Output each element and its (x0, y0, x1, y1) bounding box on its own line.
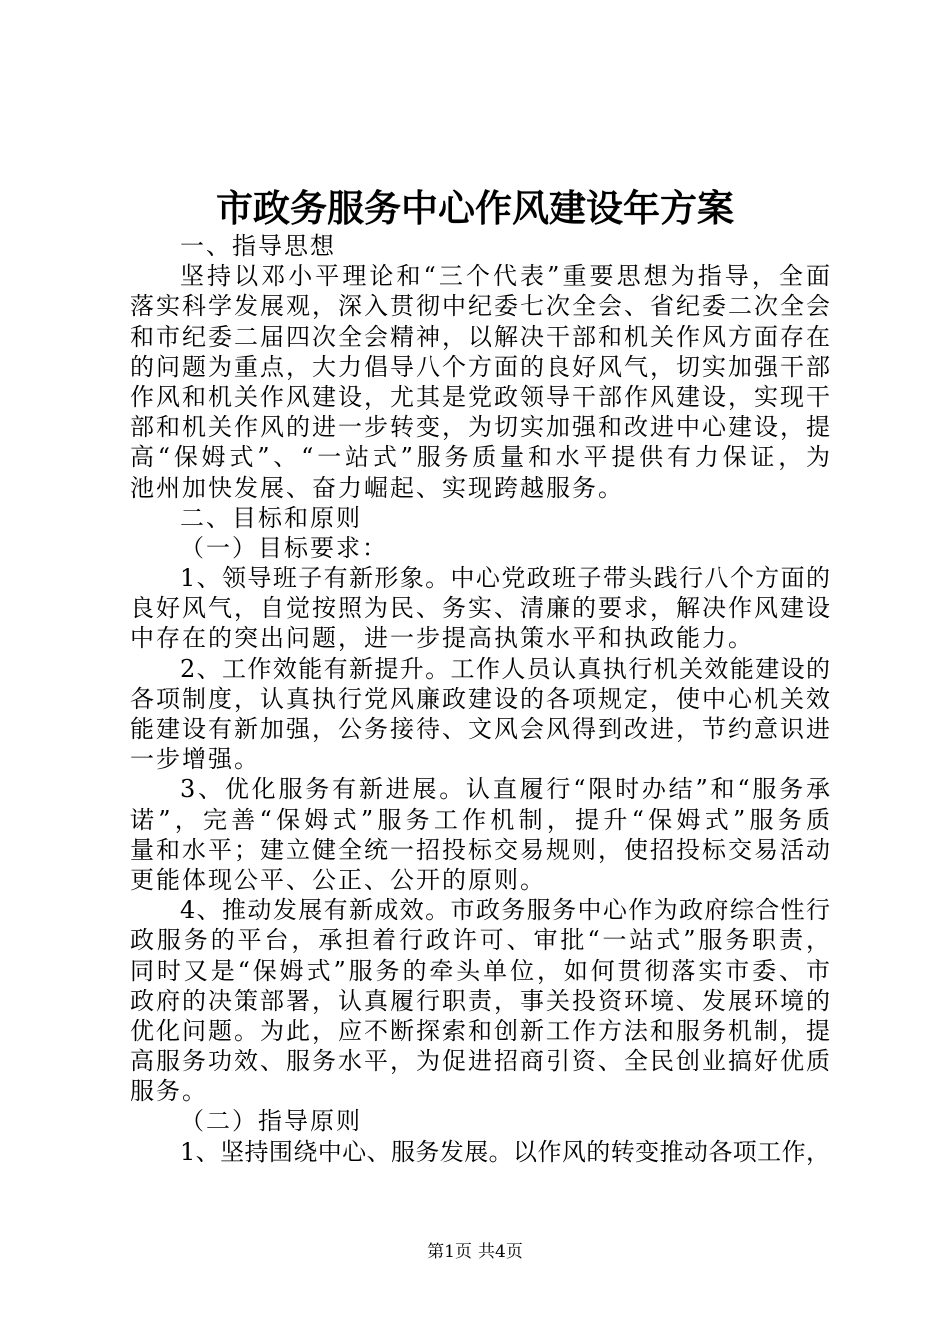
paragraph-line: 1、坚持围绕中心、服务发展。以作风的转变推动各项工作， (180, 1137, 830, 1166)
paragraph-line: 良好风气，自觉按照为民、务实、清廉的要求，解决作风建设 (130, 594, 830, 623)
paragraph-line: 优化问题。为此，应不断探索和创新工作方法和服务机制，提 (130, 1016, 830, 1045)
subsection-heading: （二）指导原则 (180, 1107, 362, 1136)
paragraph-line: 落实科学发展观，深入贯彻中纪委七次全会、省纪委二次全会 (130, 292, 830, 321)
document-title: 市政务服务中心作风建设年方案 (216, 186, 734, 230)
page-number: 第1页 (427, 1242, 472, 1262)
paragraph-line: 政服务的平台，承担着行政许可、审批“一站式”服务职责， (130, 926, 830, 955)
paragraph-line: 各项制度，认真执行党风廉政建设的各项规定，使中心机关效 (130, 684, 830, 713)
paragraph-line: 2、工作效能有新提升。工作人员认真执行机关效能建设的 (180, 654, 830, 683)
paragraph-line: 同时又是“保姆式”服务的牵头单位，如何贯彻落实市委、市 (130, 956, 830, 985)
paragraph-line: 部和机关作风的进一步转变，为切实加强和改进中心建设，提 (130, 413, 830, 442)
paragraph-line: 高“保姆式”、“一站式”服务质量和水平提供有力保证，为 (130, 443, 830, 472)
paragraph-line: 更能体现公平、公正、公开的原则。 (130, 865, 546, 894)
paragraph-line: 高服务功效、服务水平，为促进招商引资、全民创业搞好优质 (130, 1047, 830, 1076)
section-heading: 二、目标和原则 (180, 503, 362, 532)
paragraph-line: 诺”，完善“保姆式”服务工作机制，提升“保姆式”服务质 (130, 805, 830, 834)
paragraph-line: 服务。 (130, 1077, 208, 1106)
page-total: 共4页 (478, 1242, 523, 1262)
paragraph-line: 一步增强。 (130, 745, 260, 774)
paragraph-line: 能建设有新加强，公务接待、文风会风得到改进，节约意识进 (130, 715, 830, 743)
paragraph-line: 政府的决策部署，认真履行职责，事关投资环境、发展环境的 (130, 986, 830, 1015)
subsection-heading: （一）目标要求： (180, 533, 388, 562)
paragraph-line: 的问题为重点，大力倡导八个方面的良好风气，切实加强干部 (130, 352, 830, 381)
paragraph-line: 3、优化服务有新进展。认直履行“限时办结”和“服务承 (180, 775, 830, 804)
page-footer (0, 1240, 950, 1264)
paragraph-line: 1、领导班子有新形象。中心党政班子带头践行八个方面的 (180, 564, 830, 593)
document-body (130, 231, 830, 1167)
section-heading: 一、指导思想 (180, 232, 336, 260)
paragraph-line: 中存在的突出问题，进一步提高执策水平和执政能力。 (130, 624, 754, 653)
paragraph-line: 作风和机关作风建设，尤其是党政领导干部作风建设，实现干 (130, 382, 830, 411)
paragraph-line: 4、推动发展有新成效。市政务服务中心作为政府综合性行 (180, 896, 830, 925)
paragraph-line: 量和水平；建立健全统一招投标交易规则，使招投标交易活动 (130, 835, 830, 864)
paragraph-line: 和市纪委二届四次全会精神，以解决干部和机关作风方面存在 (130, 322, 830, 351)
paragraph-line: 坚持以邓小平理论和“三个代表”重要思想为指导，全面 (180, 262, 830, 291)
paragraph-line: 池州加快发展、奋力崛起、实现跨越服务。 (130, 473, 624, 502)
